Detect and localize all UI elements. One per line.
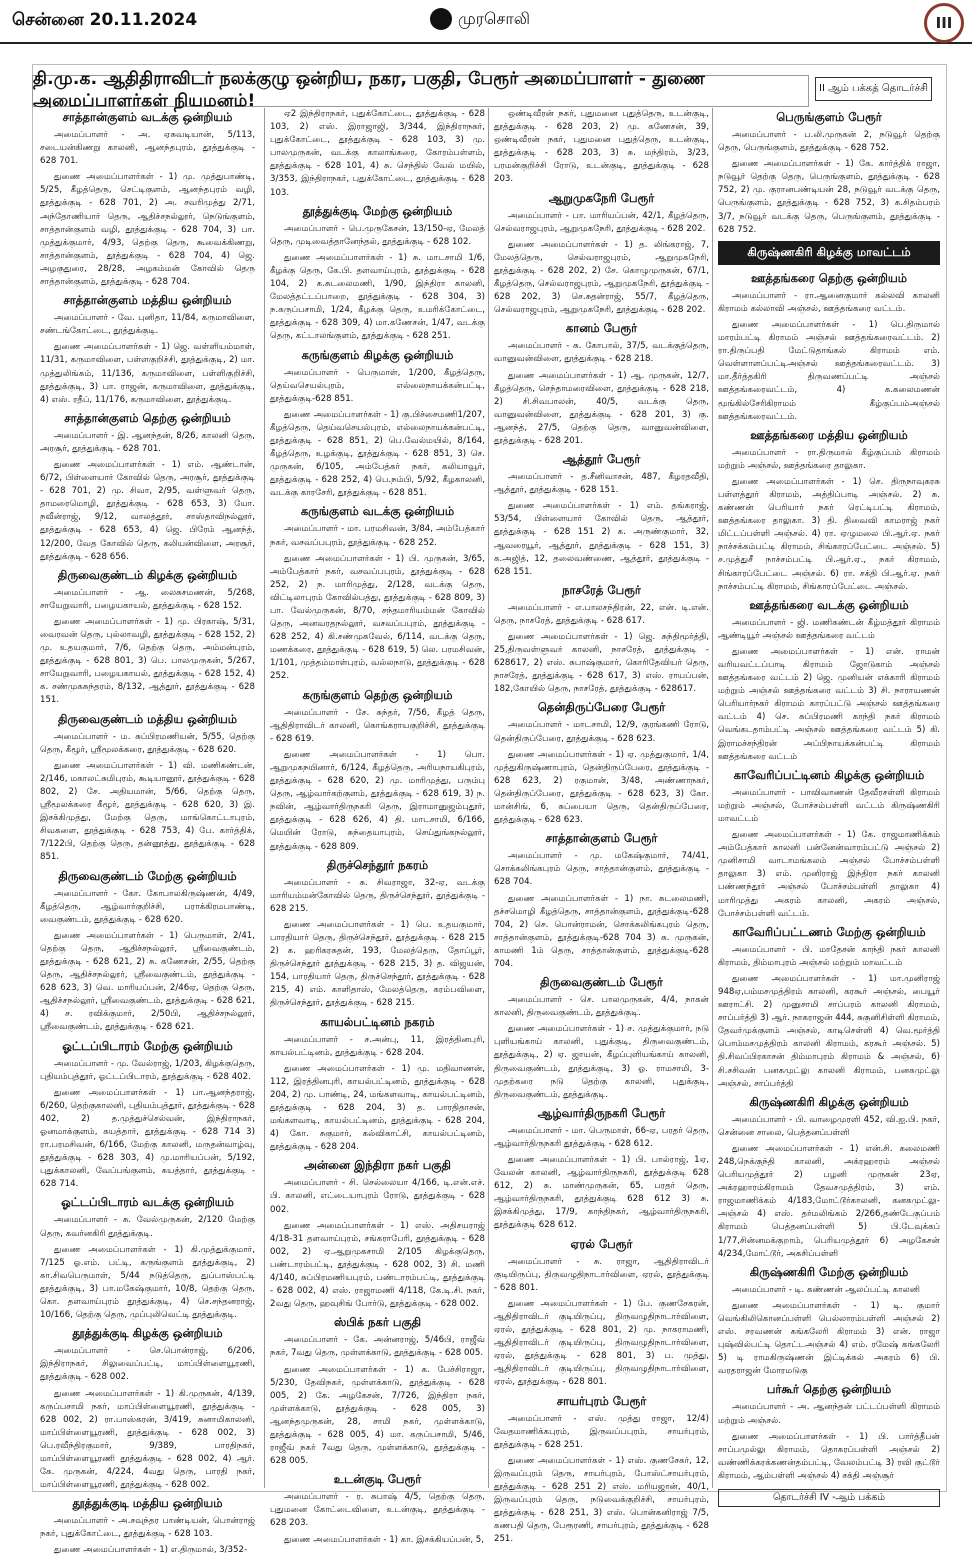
issue-date: சென்னை 20.11.2024: [12, 10, 198, 30]
deputies-text: துணை அமைப்பாளர்கள் - 1) நா. சுடலைமணி, தச்சமொழி கீழத்தெரு, சாத்தான்குளம், தூத்துக்குடி-628 704, 2) செ. பொன்ராமன், சொக்கலிங்கபுரம் தெரு, சாத்தான்குளம், தூத்துக்குடி-628 704 3) சு. முருகன், காமணி 1ம் தெரு, சாத்தான்குளம், தூத்துக்குடி-628 704.: [494, 893, 709, 969]
deputies-text: துணை அமைப்பாளர்கள் - 1) கி.முருகன், 4/139, கருப்பசாமி நகர், மாப்பிள்ளையூரணி, தூத்துக்குடி - 628 002, 2) ரா.பாஸ்கரன், 3/419, சுனாமிகாலனி, மாப்பிள்ளையூரணி, தூத்துக்குடி - 628 002, 3) பெ.ரவீந்திரகுமார், 9/389, பாரதிநகர், மாப்பிள்ளையூரணி தூத்துக்குடி - 628 002, 4) ஆர். கே. முருகன், 4/224, 4வது தெரு, பாரதி நகர், மாப்பிள்ளையூரணி, தூத்துக்குடி - 628 002.: [40, 1388, 255, 1491]
deputies-text: துணை அமைப்பாளர்கள் - 1) மு. பிரகாஷ், 5/31, வைரவன் தெரு, புல்லாவழி, தூத்துக்குடி - 628 152, 2) மு. உதயகுமார், 7/6, தெற்கு தெரு, அம்மன்புரம், தூத்துக்குடி - 628 801, 3) பெ. பாலமுருகன், 5/267, சாயேறுவாரி, பழையகாயல், தூத்துக்குடி - 628 152, 4) க. சண்முகசுந்தரம், 8/132, ஆத்தூர், தூத்துக்குடி - 628 151.: [40, 616, 255, 706]
organiser-text: அமைப்பாளர் - பெ.முருகேசன், 13/150-ஏ, மேலத் தெரு, முடிவைத்தானேந்தல், தூத்துக்குடி - 628 102.: [270, 223, 485, 247]
appointment-section: [494, 321, 709, 448]
section-heading: திருவைகுண்டம் மத்திய ஒன்றியம்: [58, 711, 237, 726]
section-heading: காயல்பட்டினம் நகரம்: [320, 1014, 435, 1029]
appointment-section: [40, 712, 255, 865]
deputies-text: துணை அமைப்பாளர்கள் - 1) வி. மணிகண்டன், 2/146, மகாலட்சுமிபுரம், கூடியானூர், தூத்துக்குடி - 628 802, 2) சே. அதியமான், 5/66, தெற்கு தெரு, ஸ்ரீமூலக்கரை கீழூர், தூத்துக்குடி - 628 620, 3) இ. இசக்கிமுத்து, மேற்கு தெரு, மாங்கொட்டாபுரம், சிவகளை, தூத்துக்குடி - 628 753, 4) பே. கார்த்திக், 7/122பி, தெற்கு தெரு, தன்னூத்து, தூத்துக்குடி - 628 851.: [40, 760, 255, 863]
appointment-section: [494, 975, 709, 1102]
appointment-section: [270, 204, 485, 344]
column-4-bottom: [718, 271, 940, 1483]
deputies-text: துணை அமைப்பாளர்கள் - 1) பி. பார்த்தீபன் சாப்பமுல்லு கிராமம், தொகரப்பள்ளி அஞ்சல் 2) வண்ணிக்கரக்கணன்தம்பட்டி, வேலம்பட்டி 3) ரவி குட்டூர் கிராமம், ஆம்பள்ளி அஞ்சல் 4) சக்தி அஞ்சூர்: [718, 1431, 940, 1481]
organiser-text: அமைப்பாளர் - மா. பரமசிவன், 3/84, அம்பேத்கார் நகர், வசவப்பபுரம், தூத்துக்குடி - 628 252.: [270, 524, 485, 548]
appointment-section: [494, 1237, 709, 1390]
section-heading: கிருஷ்ணகிரி மேற்கு ஒன்றியம்: [749, 1264, 909, 1279]
organiser-text: அமைப்பாளர் - சு. கோபால், 37/5, வடக்குத்தெரு, வானுவன்விளை, தூத்துக்குடி - 628 218.: [494, 341, 709, 365]
headline: தி.மு.க. ஆதிதிராவிடர் நலக்குழு ஒன்றிய, நகர, பகுதி, பேரூர் அமைப்பாளர் - துணை அமைப்பாளர்கள் நியமனம்!: [32, 75, 809, 107]
organiser-text: அமைப்பாளர் - பா. மாரியப்பன், 42/1, கீழத்தெரு, செல்வராஜபுரம், ஆறுமுகநேரி, தூத்துக்குடி - 628 202.: [494, 210, 709, 234]
section-heading: ஓட்டப்பிடாரம் மேற்கு ஒன்றியம்: [62, 1038, 233, 1053]
organiser-text: அமைப்பாளர் - பி. வாழைமுரளி 452, வி.ஐ.பி. நகர், சென்னை சாலை, பெத்தனப்பள்ளி: [718, 1114, 940, 1138]
appointment-section: [718, 768, 940, 921]
appointment-section: [270, 108, 485, 200]
organiser-text: அமைப்பாளர் - பாவிவாணன் தேவீரசள்ளி கிராமம் மற்றும் அஞ்சல், போச்சம்பள்ளி வட்டம் கிருஷ்ணகிரி மாவட்டம்: [718, 787, 940, 824]
column-4-top: [718, 110, 940, 237]
section-heading: சாத்தான்குளம் தெற்கு ஒன்றியம்: [64, 410, 231, 425]
deputies-text: துணை அமைப்பாளர்கள் - 1) பெ. உதயகுமார், பாரதியார் தெரு, திருச்செந்தூர், தூத்துக்குடி - 628 215 2) க. ஹரிகரசுதன், 193, மேலத்தெரு, தோப்பூர், திருச்செந்தூர் தூத்துக்குடி - 628 215, 3) த. விஜயன், 154, பாரதியார் தெரு, திருச்செந்தூர், தூத்துக்குடி - 628 215, 4) எம். காளிதாஸ், மேலத்தெரு, கரம்பவிளை, திருச்செந்தூர், தூத்துக்குடி - 628 215.: [270, 919, 485, 1009]
appointment-section: [494, 452, 709, 579]
organiser-text: அமைப்பாளர் - அ. ஆனந்தன் பட்டப்பள்ளி கிராமம் மற்றும் அஞ்சல்.: [718, 1402, 940, 1426]
section-heading: தூத்துக்குடி மத்திய ஒன்றியம்: [72, 1496, 223, 1511]
deputies-text: துணை அமைப்பாளர்கள் - 1) கே. ராஜமாணிக்கம் அம்பேத்கார் காலனி பன்னேன்வாரம்பட்டு அஞ்சல் 2) முனிசாமி வாடாமங்கலம் அஞ்சல் போச்சம்பள்ளி தாலுகா 3) எம். முனிராஜ் இந்திரா நகர் காலனி பண்ணந்தூர் அஞ்சல் போச்சம்பள்ளி தாலுகா 4) மாரிமுத்து அகரம் காலனி, அகரம் அஞ்சல், போச்சம்பள்ளி வட்டம்.: [718, 830, 940, 919]
column-2: [270, 108, 485, 1545]
appointment-section: [718, 1265, 940, 1379]
section-heading: கருங்குளம் தெற்கு ஒன்றியம்: [302, 687, 453, 702]
deputies-text: துணை அமைப்பாளர்கள் - 1) பெருமாள், 2/41, தெற்கு தெரு, ஆதிச்சநல்லூர், ஸ்ரீவைகுண்டம், தூத்துக்குடி - 628 621, 2) சு. கணேசன், 2/55, தெற்கு தெரு, ஆதிச்சநல்லூர், ஸ்ரீவைகுண்டம், தூத்துக்குடி - 628 623, 3) வெ. மாரியப்பன், 2/46ஏ, தெற்கு தெரு, ஆதிச்சநல்லூர், ஸ்ரீவைகுண்டம், தூத்துக்குடி - 628 621, 4) ச. ரவிக்குமார், 2/50பி, ஆதிச்சநல்லூர், ஸ்ரீவைகுண்டம், தூத்துக்குடி - 628 621.: [40, 930, 255, 1033]
deputies-text: துணை அமைப்பாளர்கள் - 1) கா. இசக்கியப்பன், 5,: [284, 1534, 485, 1545]
section-heading: ஓட்டப்பிடாரம் வடக்கு ஒன்றியம்: [61, 1195, 234, 1210]
deputies-text: துணை அமைப்பாளர்கள் - 1) பா.ஆனந்தராஜ், 6/260, தெற்குகாலனி, புதியம்புத்தூர், தூத்துக்குடி - 628 402, 2) த.முத்துச்செல்வன், இந்திராநகர், ஓனமாக்குளம், கயத்தார், தூத்துக்குடி - 628 714 3) ரா.பரமசிவன், 6/166, மேற்கு காலனி, மருதன்வாழ்வு, தூத்துக்குடி - 628 303, 4) மு.மாரியப்பன், 5/192, புதுக்காலனி, வேப்பங்குளம், கயத்தார், தூத்துக்குடி - 628 714.: [40, 1087, 255, 1190]
organiser-text: அமைப்பாளர் - ர. சுபாஷ் 4/5, தெற்கு தெரு, புதுமனை கோட்டைவிளை, உடன்குடி, தூத்துக்குடி - 628 203.: [270, 1492, 485, 1529]
section-heading: உடன்குடி பேரூர்: [333, 1472, 422, 1487]
section-heading: ஸ்பிக் நகர் பகுதி: [333, 1315, 422, 1330]
section-heading: ஏரல் பேரூர்: [570, 1236, 633, 1251]
deputies-text: துணை அமைப்பாளர்கள் - 1) என்.சி. கலைமணி 248,நெக்குந்தி காலனி, அக்ரஹாரம் அஞ்சல் பெரியமுத்தூர் 2) பழனி முருகன் 23ஏ, அக்ரஹாரம்கிராமம் தேவசமுத்திரம், 3) எம். ராஜமாணிக்கம் 4/183,மோட்டூர்காலனி, கனகமுட்லு-அஞ்சல் 4) எஸ். தர்மலிங்கம் 2/266,தண்டேகுப்பம் கிராமம் பெத்தனப்பள்ளி 5) பி.டேவுக்கப் 1/77,சின்னமக்குறாம், பெரியமுத்தூர் 6) அழகேசன் 4/234,மோட்டூர், அகசிப்பள்ளி: [718, 1143, 940, 1259]
section-heading: ஆத்தூர் பேரூர்: [562, 452, 641, 467]
party-emblem-icon: [430, 8, 452, 30]
section-heading: பெருங்குளம் பேரூர்: [776, 110, 882, 124]
deputies-text: துணை அமைப்பாளர்கள் - 1) பெ.திருமால் மாரம்பட்டி கிராமம் அஞ்சல் ஊத்தங்கரைவட்டம். 2) ரா.திருப்பதி மேட்டுதாங்கல் கிராமம் எம். வெள்ளாளப்பட்டிஅஞ்சல் ஊத்தங்கரைவட்டம். 3) மா.தீர்த்தகிரி திருவணப்பட்டி அஞ்சல் ஊத்தங்கரைவட்டம், 4) க.கலைமணன் மூங்கில்சேரிகிராமம் கீழ்குப்பம்அஞ்சல் ஊத்தங்கரைவட்டம்.: [718, 319, 940, 422]
organiser-text: அமைப்பாளர் - பெருமாள், 1/200, கீழத்தெரு, தெய்வசெயல்புரம், எல்லைநாயக்கன்பட்டி, தூத்துக்குடி-628 851.: [270, 367, 485, 404]
organiser-text: அமைப்பாளர் - ம. சுப்பிரமணியன், 5/55, தெற்கு தெரு, கீழூர், ஸ்ரீமூலக்கரை, தூத்துக்குடி - 628 620.: [40, 731, 255, 755]
section-heading: சாயர்புரம் பேரூர்: [556, 1393, 647, 1408]
deputies-text: துணை அமைப்பாளர்கள் - 1) சு. மாடசாமி 1/6, கீழக்கு தெரு, கே.பி. தளவாய்புரம், தூத்துக்குடி - 628 104, 2) க.சுடலைமணி, 1/90, இந்திரா காலனி, மேலத்தட்டப்பாறை, தூத்துக்குடி - 628 304, 3) ந.கருப்பசாமி, 1/24, கீழக்கு தெரு, உமரிக்கோட்டை, தூத்துக்குடி - 628 309, 4) மா.கணேசன், 1/47, வடக்கு தெரு, கட்டாலங்குளம், தூத்துக்குடி - 628 251.: [270, 252, 485, 342]
deputies-text: துணை அமைப்பாளர்கள் - 1) பி. பால்ராஜ், 1ஏ, வேலன் காலனி, ஆழ்வார்திருநகரி, தூத்துக்குடி 628 612, 2) சு. மாண்முருகன், 65, பரதர் தெரு, ஆழ்வார்திருநகரி, தூத்துக்குடி 628 612 3) சு. இசக்கிமுத்து, 17/9, காந்திநகர், ஆழ்வார்திருநகரி, தூத்துக்குடி 628 612.: [494, 1155, 709, 1231]
organiser-text: அமைப்பாளர் - எ.பாலசந்திரன், 22, என். டி.என். தெரு, நாசரேத், தூத்துக்குடி - 628 617.: [494, 602, 709, 626]
section-heading: ஊத்தங்கரை வடக்கு ஒன்றியம்: [749, 597, 909, 612]
organiser-text: அமைப்பாளர் - மா. பெருமாள், 66-ஏ, பரதர் தெரு, ஆழ்வார்திருநகரி தூத்துக்குடி - 628 612.: [494, 1125, 709, 1149]
deputies-text: துணை அமைப்பாளர்கள் - 1) எம். ஆண்டான், 6/72, பிள்ளையார் கோவில் தெரு, அரசூர், தூத்துக்குடி - 628 701, 2) மு. சிவா, 2/95, வள்ளுவர் தெரு, தாமரைமொழி, தூத்துக்குடி - 628 653, 3) யோ. நவீன்ராஜ், 9/12, வாலத்தூர், சாஸ்தாவிநல்லூர், தூத்துக்குடி - 628 653, 4) ஜெ. பிரேம் ஆனந்த், 12/200, வேத கோவில் தெரு, கலியன்விளை, அரசூர், தூத்துக்குடி - 628 656.: [40, 459, 255, 562]
deputies-text: துணை அமைப்பாளர்கள் - 1) டி. குமார் வெங்கிலிகொனப்பள்ளி பெல்லாரம்பள்ளி அஞ்சல் 2) எஸ். சரவணன் கங்கலேரி கிராமம் 3) என். ராஜா புஷ்வில்பட்டி தொட்டஅஞ்சல் 4) எம். ரமேஷ் கங்கலேரி 5) டி ராமகிருஷ்ணன் இட்டிக்கல் அகரம் 6) பி. வரதராஜன் மோரமடுகு: [718, 1300, 940, 1377]
appointment-section: [270, 1015, 485, 1155]
organiser-text: அமைப்பாளர் - கோ. கோபாலகிருஷ்ணன், 4/49, கீழத்தெரு, ஆழ்வார்குறிச்சி, பராக்கிரமபாண்டி, வைகுண்டம், தூத்துக்குடி - 628 620.: [40, 888, 255, 925]
organiser-text: அமைப்பாளர் - ஆ. லைசுசமணன், 5/268, சாயேறுவாரி, பழையகாயல், தூத்துக்குடி - 628 152.: [40, 587, 255, 611]
appointment-section: [40, 1195, 255, 1322]
appointment-section: [718, 925, 940, 1091]
section-heading: கருங்குளம் வடக்கு ஒன்றியம்: [300, 504, 455, 519]
organiser-text: அமைப்பாளர் - சி. செல்லையா 4/166, டி.என்.எச். பி. காலனி, எட்டையாபுரம் ரோடு, தூத்துக்குடி - 628 002.: [270, 1178, 485, 1215]
deputies-text: துணை அமைப்பாளர்கள் - 1) மா.முனிராஜ் 948ஏ,பம்மசமுத்திரம் காலனி, கரகூர் அஞ்சல், பையூர் ஊராட்சி. 2) முனுசாமி சாப்பரம் காலனி கிராமம், சாப்பர்த்தி 3) ஆர். நாகராஜன் 444, சுகுனிசிள்ளி கிராமம், தேவர்முக்குளம் அஞ்சல், காடிசெள்ளி 4) வெ.மூர்த்தி பொம்மசமுத்திரம் காலனி கிராமம், கரகூர் அஞ்சல். 5) தி.சிவப்பிரகாசன் திம்மாபுரம் கிராமம் & அஞ்சல், 6) சி.சசிவன் பனகமுட்லு காலனி கிராமம், பனகமுட்லு அஞ்சல், சாப்பர்த்தி: [718, 973, 940, 1089]
section-heading: சாத்தான்குளம் பேரூர்: [545, 831, 658, 846]
deputies-text: துணை அமைப்பாளர்கள் - 1) கு.பிச்சைமணி1/207, கீழத்தெரு, தெய்வசெயல்புரம், எல்லைநாயக்கன்பட்டி, தூத்துக்குடி - 628 851, 2) பெ.வேல்மயில், 8/164, கீழத்தெரு, உழக்குடி, தூத்துக்குடி - 628 851, 3) செ. முருகன், 6/105, அம்பேத்கர் நகர், கலியாவூர், தூத்துக்குடி - 628 252, 4) பெ.நம்பி, 5/92, கீழகாலனி, வடக்கு காரசேரி, தூத்துக்குடி - 628 851.: [270, 409, 485, 499]
appointment-section: [40, 293, 255, 407]
deputies-text: துணை அமைப்பாளர்கள் - 1) செ. திருநாவுகரசு பள்ளத்தூர் கிராமம், அத்திப்பாடி அஞ்சல். 2) சு. கண்ணன் பெரியார் நகர் ரெட்டிபட்டி கிராமம், ஊத்தங்கரை தாலுகா. 3) தி. திவைவி காமராஜ் நகர் மிட்டப்பள்ளி அஞ்சல். 4) ரா. ஏழுமலை பி.ஆர்.ஏ. நகர் நாச்சக்கம்பட்டி கிராமம், சிங்காரப்பேட்டை அஞ்சல். 5) ச.முத்துசீ நாச்சம்பட்டி பி.ஆர்.ஏ., நகர் கிராமம், சிங்காரப்பேட்டை அஞ்சல். 6) ரா. சக்தி பி.ஆர்.ஏ. நகர் நாச்சம்பட்டி கிராமம், சிங்காரப்பேட்டை அஞ்சல்.: [718, 476, 940, 592]
deputies-text: துணை அமைப்பாளர்கள் - 1) ஜெ. சுந்திமூர்த்தி, 25,திருவள்ளுவர் காலனி, நாசரேத், தூத்துக்குடி - 628617, 2) எஸ். சுபாஷ்குமார், கொரிதேவியர் தெரு, நாசரேத், தூத்துக்குடி - 628 617, 3) எஸ். ராயப்பன், 182,கோயில் தெரு, நாசரேத், தூத்துக்குடி - 628617.: [494, 632, 709, 695]
deputies-text: துணை அமைப்பாளர்கள் - 1) ஏ. முத்துகுமார், 1/4, முத்துகிருஷ்ணாபுரம், தென்திருப்பேரை, தூத்துக்குடி - 628 623, 2) ரகுமான், 3/48, அண்ணாநகர், தென்திருப்பேரை, தூத்துக்குடி - 628 623, 3) கோ. மான்சிங், 6, சுப்பையா தெரு, தென்திருப்பேரை, தூத்துக்குடி - 628 623.: [494, 749, 709, 826]
organiser-text: அமைப்பாளர் - த.சீனிவாசன், 487, கீழரதவீதி, ஆத்தூர், தூத்துக்குடி - 628 151.: [494, 472, 709, 496]
column-4: [718, 108, 940, 1503]
organiser-text: அமைப்பாளர் - எஸ். முத்து ராஜா, 12/4) வேதமாணிக்கபுரம், இருவப்பபுரம், சாயர்புரம், தூத்துக்குடி - 628 251.: [494, 1413, 709, 1450]
organiser-text: அமைப்பாளர் - சே. சுந்தர், 7/56, கீழத் தெரு, ஆதிதிராவிடர் காலனி, கொங்கராயகுறிச்சி, தூத்துக்குடி - 628 619.: [270, 707, 485, 744]
section-heading: திருவைகுண்டம் கிழக்கு ஒன்றியம்: [57, 567, 238, 582]
organiser-text: அமைப்பாளர் - ரா.ஆனைகுமார் கல்லவி காலனி கிராமம் கல்லாவி அஞ்சல், ஊத்தங்கரை வட்டம்.: [718, 290, 940, 314]
appointment-section: [270, 1158, 485, 1311]
section-heading: காவேரிப்பட்டினம் கிழக்கு ஒன்றியம்: [733, 767, 925, 782]
appointment-section: [40, 411, 255, 564]
section-heading: சாத்தான்குளம் வடக்கு ஒன்றியம்: [62, 110, 233, 124]
column-divider: [488, 108, 489, 1488]
continued-from-note: II ஆம் பக்கத் தொடர்ச்சி: [815, 77, 932, 101]
organiser-text: ஒண்டிவீரன் நகர், புதுமனை புதுத்தெரு, உடன்குடி, தூத்துக்குடி - 628 203, 2) மு. கணேசன், 39, ஒண்டிவீரன் நகர், புதுமனை புதுத்தெரு, உடன்குடி, தூத்துக்குடி - 628 203, 3) சு. மந்திரம், 3/23, பரமன்குறிச்சி ரோடு, உடன்குடி, தூத்துக்குடி - 628 203.: [494, 109, 709, 185]
appointment-section: [270, 504, 485, 683]
section-heading: தூத்துக்குடி கிழக்கு ஒன்றியம்: [72, 1326, 223, 1341]
section-heading: கானம் பேரூர்: [565, 321, 638, 336]
section-heading: கிருஷ்ணகிரி கிழக்கு ஒன்றியம்: [749, 1094, 909, 1109]
organiser-text: ஏ2 இந்திராநகர், புதுக்கோட்டை, தூத்துக்குடி - 628 103, 2) எஸ். இராஜாஜி, 3/344, இந்திராநகர், புதுக்கோட்டை, தூத்துக்குடி - 628 103, 3) மு. பாலமுருகன், வடக்கு காலாங்கரை, கோரம்பள்ளம், தூத்துக்குடி - 628 101, 4) சு. செந்தில் வேல் மயில், 3/353, இந்திராநகர், புதுக்கோட்டை, தூத்துக்குடி - 628 103.: [270, 109, 485, 198]
appointment-section: [40, 1496, 255, 1557]
deputies-text: துணை அமைப்பாளர்கள் - 1) கே. கார்த்திக் ராஜா, நடுவூர் தெற்கு தெரு, பெருங்குளம், தூத்துக்குடி - 628 752, 2) மு. குரானபண்டியன் 28, நடுவூர் வடக்கு தெரு, பெருங்குளம், தூத்துக்குடி - 628 752, 3) க.சிதம்பரம் 3/7, நடுவூர் வடக்கு தெரு, பெருங்குளம், தூத்துக்குடி - 628 752.: [718, 159, 940, 235]
appointment-section: [270, 348, 485, 501]
appointment-section: [494, 1394, 709, 1547]
deputies-text: துணை அமைப்பாளர்கள் - 1) கி.முத்துக்குமார், 7/125 ஓ.எம். பட்டி, கருங்குளம் தூத்துக்குடி, 2) கா.சிவபெருமாள், 5/44 நடுத்தெரு, துப்பாஸ்பட்டி தூத்துக்குடி, 3) பா.மகேஷ்குமார், 10/8, தெற்கு தெரு, கொ. தளவாய்புரம் தூத்துக்குடி, 4) செ.சந்தனராஜ், 10/166, தெற்கு தெரு, முப்புலிவெட்டி தூத்துக்குடி.: [40, 1244, 255, 1321]
appointment-section: [718, 428, 940, 594]
organiser-text: அமைப்பாளர் - சு. ராஜா, ஆதிதிராவிடர் குடியிருப்பு, திருவழுதிநாடார்விளை, ஏரல், தூத்துக்குடி - 628 801.: [494, 1256, 709, 1293]
deputies-text: துணை அமைப்பாளர்கள் - 1) க. பேச்சிராஜா, 5/230, தேவிநகர், முள்ளக்காடு, தூத்துக்குடி - 628 005, 2) கே. அழகேசன், 7/726, இந்திரா நகர், முள்ளக்காடு, தூத்துக்குடி - 628 005, 3) ஆனந்தமுருகன், 28, சாமி நகர், முள்ளக்காடு, தூத்துக்குடி - 628 005, 4) மா. கருப்பசாமி, 5/46, ராஜீவ் நகர் 7வது தெரு, முள்ளக்காடு, தூத்துக்குடி - 628 005.: [270, 1364, 485, 1467]
organiser-text: அமைப்பாளர் - ரா.திருமால் கீழ்குப்பம் கிராமம் மற்றும் அஞ்சல், ஊத்தங்கரை தாலுகா.: [718, 447, 940, 471]
organiser-text: அமைப்பாளர் - சு. வேல்முருகன், 2/120 மேற்கு தெரு, கவர்னகிரி தூத்துக்குடி.: [40, 1215, 255, 1239]
appointment-section: [270, 1315, 485, 1468]
organiser-text: அமைப்பாளர் - ஜி. மணிகண்டன் கீழ்மத்தூர் கிராமம் ஆண்டியூர் அஞ்சல் ஊத்தங்கரை வட்டம்: [718, 617, 940, 641]
deputies-text: துணை அமைப்பாளர்கள் - 1) மு. முத்துபாண்டி, 5/25, கீழத்தெரு, செட்டிகுளம், ஆனந்தபுரம் வழி, தூத்துக்குடி - 628 701, 2) அ. சவரிமுத்து 2/71, அந்தோணியார் தெரு, ஆதிச்சநல்லூர், நெடுங்குளம், சாத்தான்குளம் வழி, தூத்துக்குடி - 628 704, 3) பா. முத்துக்குமார், 4/93, தெற்கு தெரு, கூவைக்கிணறு, சாத்தான்குளம், தூத்துக்குடி - 628 704, 4) ஜெ. அழகுதுரை, 28/28, அழகம்மன் கோவில் தெரு சாத்தான்குளம், தூத்துக்குடி - 628 704.: [40, 172, 255, 288]
deputies-text: துணை அமைப்பாளர்கள் - 1) ச. முத்துக்குமார், நடு புளியங்காய் காலனி, புதுக்குடி, திருவைகுண்டம், தூத்துக்குடி, 2) ஏ. ஜாயன், கீழப்புளியங்காய் காலனி, திருவைகுண்டம், தூத்துக்குடி, 3) ஓ. ராமசாமி, 3-முதற்கரை நடு தெற்கு காலனி, புதுக்குடி, திருவைகுண்டம், தூத்துக்குடி.: [494, 1024, 709, 1100]
district-banner: கிருஷ்ணகிரி கிழக்கு மாவட்டம்: [718, 241, 940, 265]
deputies-text: துணை அமைப்பாளர்கள் - 1) ஜெ. வள்ளியம்மாள், 11/31, கருமாவிளை, பள்ளகுறிச்சி, தூத்துக்குடி, 2) மா. முத்துலிங்கம், 11/136, கருமாவிளை, பள்ளிகுறிச்சி, தூத்துக்குடி, 3) பா. ராஜன், கருமாவிளை, தூத்துக்குடி, 4) எஸ். ரதீப், 11/176, கருமாவிளை, தூத்துக்குடி.: [40, 342, 255, 405]
appointment-section: [494, 1106, 709, 1233]
organiser-text: அமைப்பாளர் - செ.பொன்ராஜ், 6/206, இந்திராநகர், சிலுவைப்பட்டி, மாப்பிள்ளையூரணி, தூத்துக்குடி - 628 002.: [40, 1346, 255, 1383]
section-heading: கருங்குளம் கிழக்கு ஒன்றியம்: [301, 347, 454, 362]
deputies-text: துணை அமைப்பாளர்கள் - 1) பொ. ஆறுமுகநயினார், 6/124, கீழத்தெரு, அரியநாயகிபுரம், தூத்துக்குடி - 628 620, 2) மு. மாரிமுத்து, பரும்பு தெரு, ஆழ்வார்கற்குளம், தூத்துக்குடி - 628 619, 3) ந. நவின், ஆழ்வார்திருநகரி தெரு, இராமானுஜம்புதூர், தூத்துக்குடி - 628 626, 4) தி. மாடசாமி, 6/166, மெயின் ரோடு, சுந்தையாபுரம், செய்துங்கநல்லூர், தூத்துக்குடி - 628 809.: [270, 749, 485, 852]
deputies-text: துணை அமைப்பாளர்கள் - 1) பி. முருகன், 3/65, அம்பேத்கார் நகர், வசவப்பபுரம், தூத்துக்குடி - 628 252, 2) ந. மாரிமுத்து, 2/128, வடக்கு தெரு, விட்டிலாபுரம் கோவில்பத்து, தூத்துக்குடி - 628 809, 3) பா. வேல்முருகன், 8/70, சந்தமாரியம்மன் கோவில் தெரு, அனவரதநல்லூர், வசவப்பபுரம், தூத்துக்குடி - 628 252, 4) கி.சண்முகவேல், 6/114, வடக்கு தெரு, மணக்கரை, தூத்துக்குடி - 628 619, 5) லெ. பரமசிவன், 1/101, முத்தம்மாள்புரம், வல்லநாடு, தூத்துக்குடி - 628 252.: [270, 553, 485, 682]
appointment-section: [718, 110, 940, 237]
organiser-text: அமைப்பாளர் - செ. பாலமுருகன், 4/4, நாகன் காலனி, திருவைகுண்டம், தூத்துக்குடி.: [494, 995, 709, 1019]
appointment-section: [40, 869, 255, 1035]
continued-to-note: தொடர்ச்சி IV -ஆம் பக்கம்: [718, 1489, 940, 1507]
appointment-section: [494, 583, 709, 697]
appointment-section: [270, 858, 485, 1011]
section-heading: பர்கூர் தெற்கு ஒன்றியம்: [766, 1382, 892, 1397]
deputies-text: துணை அமைப்பாளர்கள் - 1) எம். தங்கராஜ், 53/54, பிள்ளையார் கோவில் தெரு, ஆத்தூர், தூத்துக்குடி - 628 151 2) க. அருண்குமார், 32, ஆவரையூர், ஆத்தூர், தூத்துக்குடி - 628 151, 3) க.அஜித், 12, தலைவண்ணை, ஆத்தூர், தூத்துக்குடி - 628 151.: [494, 501, 709, 577]
deputies-text: துணை அமைப்பாளர்கள் - 1) ஆ. முருகன், 12/7, கீழத்தெரு, செந்தாமரைவிளை, தூத்துக்குடி - 628 218, 2) சி.சிவபாலன், 40/5, வடக்கு தெரு, வானுவன்விளை, தூத்துக்குடி - 628 201, 3) கு. ஆனந்த், 27/5, தெற்கு தெரு, வானுவன்விளை, தூத்துக்குடி - 628 201.: [494, 370, 709, 446]
appointment-section: [494, 191, 709, 318]
section-heading: தென்திருப்பேரை பேரூர்: [537, 700, 666, 715]
appointment-section: [270, 1472, 485, 1546]
paper-title: [430, 8, 530, 30]
organiser-text: அமைப்பாளர் - கே. அன்னராஜ், 5/46பி, ராஜீவ் நகர், 7வது தெரு, முள்ளக்காடு, தூத்துக்குடி - 628 005.: [270, 1335, 485, 1359]
organiser-text: அமைப்பாளர் - பி. மாதேசன் காந்தி நகர் காலனி கிராமம், திம்மாபுரம் அஞ்சல் மற்றும் மாவட்டம்: [718, 944, 940, 968]
section-heading: திருச்செந்தூர் நகரம்: [326, 857, 429, 872]
column-divider: [264, 108, 265, 1488]
section-heading: ஆறுமுகநேரி பேரூர்: [548, 190, 655, 205]
organiser-text: அமைப்பாளர் - சு. சிவராஜா, 32-ஏ, வடக்கு மாரியம்மன்கோவில் தெரு, திருச்செந்தூர், தூத்துக்குடி - 628 215.: [270, 877, 485, 914]
section-heading: அன்னை இந்திரா நகர் பகுதி: [304, 1158, 451, 1173]
appointment-section: [40, 1039, 255, 1192]
organiser-text: அமைப்பாளர் - அ. ஏசுவடியான், 5/113, சடையன்கிணறு காலனி, ஆனந்தபுரம், தூத்துக்குடி - 628 701.: [40, 130, 255, 167]
section-heading: ஆழ்வார்திருநகரி பேரூர்: [537, 1105, 666, 1120]
appointment-section: [494, 108, 709, 187]
section-heading: நாசரேத் பேரூர்: [562, 582, 641, 597]
section-heading: தூத்துக்குடி மேற்கு ஒன்றியம்: [302, 203, 453, 218]
masthead: [0, 0, 972, 44]
paper-name: முரசொலி: [458, 8, 530, 28]
deputies-text: துணை அமைப்பாளர்கள் - 1) எஸ். குணசேகர், 12, இருவப்புரம் தெரு, சாயர்புரம், போஸ்ட்சாயர்புரம், தூத்துக்குடி - 628 251 2) எஸ். மரியஜான், 40/1, இருவப்புரம் தெரு, நடுவைக்குறிச்சி, சாயர்புரம், தூத்துக்குடி - 628 251, 3) எஸ். பொன்கனிராஜ் 7/5, கணபதி தெரு, பேரூரணி, சாயர்புரம், தூத்துக்குடி - 628 251.: [494, 1455, 709, 1545]
section-heading: சாத்தான்குளம் மத்திய ஒன்றியம்: [63, 293, 232, 308]
appointment-section: [40, 1326, 255, 1492]
appointment-section: [40, 568, 255, 708]
deputies-text: துணை அமைப்பாளர்கள் - 1) த. லிங்கராஜ், 7, மேலத்தெரு, செல்வராஜபுரம், ஆறுமுகநேரி, தூத்துக்குடி - 628 202, 2) சே. கொழுமுருகன், 67/1, கீழத்தெரு, செல்வராஜபுரம், ஆறுமுகநேரி, தூத்துக்குடி - 628 202, 3) செ.சுதன்ராஜ், 55/7, கீழத்தெரு, செல்வராஜபுரம், ஆறுமுகநேரி, தூத்துக்குடி - 628 202.: [494, 239, 709, 316]
appointment-section: [494, 700, 709, 827]
section-heading: திருவைகுண்டம் மேற்கு ஒன்றியம்: [58, 868, 237, 883]
organiser-text: அமைப்பாளர் - ப.லி.முருகன் 2, நடுவூர் தெற்கு தெரு, பெருங்குளம், தூத்துக்குடி - 628 752.: [718, 130, 940, 154]
appointment-section: [718, 271, 940, 424]
deputies-text: துணை அமைப்பாளர்கள் - 1) எ.திருமால், 3/352-: [54, 1545, 248, 1556]
appointment-section: [494, 831, 709, 971]
column-3: [494, 108, 709, 1545]
appointment-section: [270, 688, 485, 854]
section-heading: ஊத்தங்கரை தெற்கு ஒன்றியம்: [751, 270, 907, 285]
appointment-section: [718, 1095, 940, 1261]
deputies-text: துணை அமைப்பாளர்கள் - 1) என். ராமன் வரியவட்டப்பாடி கிராமம் ஜோடுகாம் அஞ்சல் ஊத்தங்கரை வட்டம் 2) ஜெ. முனியன் எக்காரி கிராமம் மற்றும் அஞ்சல் ஊத்தங்கரை வட்டம் 3) சி. நாராயணன் பெரியார்நகர் கிராமம் காரப்பட்டு அஞ்சல் ஊத்தங்கரை வட்டம் 4) செ. சுப்பிரமணி காந்தி நகர் கிராமம் வெங்கடதாம்பட்டி அஞ்சல் ஊத்தங்கரை வட்டம் 5) கி. இராமச்சந்திரன் அப்பிநாயக்கன்பட்டி கிராமம் ஊத்தங்கரை வட்டம்: [718, 646, 940, 762]
page-number: III: [924, 3, 964, 43]
column-divider: [712, 108, 713, 1488]
organiser-text: அமைப்பாளர் - வே. புனிதா, 11/84, கருமாவிளை, சண்டங்கோட்டை, தூத்துக்குடி.: [40, 313, 255, 337]
deputies-text: துணை அமைப்பாளர்கள் - 1) எஸ். அதிசயராஜ் 4/18-31 தளவாய்புரம், சங்கராபேரி, தூத்துக்குடி - 628 002, 2) ஏ.ஆறுமுகசாமி 2/105 கிழக்குதெரு, பண்டாரம்பட்டி, தூத்துக்குடி - 628 002, 3) சி. மணி 4/140, சுப்பிரமணியபுரம், பண்டாரம்பட்டி, தூத்துக்குடி - 628 002, 4) எஸ். ராஜாமணி 4/118, கே.டி.சி. நகர், 2வது தெரு, ஹவுசிங் போர்டு, தூத்துக்குடி - 628 002.: [270, 1220, 485, 1310]
section-heading: திருவைகுண்டம் பேரூர்: [540, 975, 663, 990]
column-1: [40, 108, 255, 1556]
deputies-text: துணை அமைப்பாளர்கள் - 1) பே. குணசேகரன், ஆதிதிராவிடர் குடியிருப்பு, திருவழுதிநாடார்விளை, ஏரல், தூத்துக்குடி - 628 801, 2) மு. நாகராமணி, ஆதிதிராவிடர் குடியிருப்பு, திருவழுதிநாடார்விளை, ஏரல், தூத்துக்குடி - 628 801, 3) ப. முத்து, ஆதிதிராவிடர் குடியிருப்பு, திருவழுதிநாடார்விளை, ஏரல், தூத்துக்குடி - 628 801.: [494, 1298, 709, 1388]
deputies-text: துணை அமைப்பாளர்கள் - 1) மு. மதிவாணன், 112, இரத்தினபுரி, காயல்பட்டினம், தூத்துக்குடி - 628 204, 2) மு. பாண்டி, 24, மங்களவாடி, காயல்பட்டினம், தூத்துக்குடி - 628 204, 3) த. பாரதிதாசன், மங்களவாடி, காயல்பட்டினம், தூத்துக்குடி - 628 204, 4) கோ. சுகுமார், கல்விகாட்சி, காயல்பட்டினம், தூத்துக்குடி - 628 204.: [270, 1063, 485, 1153]
organiser-text: அமைப்பாளர் - இ. ஆனந்தன், 8/26, காலனி தெரு, அரசூர், தூத்துக்குடி - 628 701.: [40, 430, 255, 454]
organiser-text: அமைப்பாளர் - ச.அன்பு, 11, இரத்தினபுரி, காயல்பட்டினம், தூத்துக்குடி - 628 204.: [270, 1034, 485, 1058]
organiser-text: அமைப்பாளர் - மு. வேல்ராஜ், 1/203, கிழக்குதெரு, புதியம்புத்தூர், ஓட்டப்பிடாரம், தூத்துக்குடி - 628 402.: [40, 1058, 255, 1082]
organiser-text: அமைப்பாளர் - டி. கண்ணன் ஆலப்பட்டி காலனி: [732, 1284, 921, 1295]
appointment-section: [718, 1382, 940, 1483]
appointment-section: [40, 110, 255, 289]
organiser-text: அமைப்பாளர் - மாடசாமி, 12/9, குரங்கணி ரோடு, தென்திருப்பேரை, தூத்துக்குடி - 628 623.: [494, 720, 709, 744]
section-heading: ஊத்தங்கரை மத்திய ஒன்றியம்: [750, 427, 908, 442]
section-heading: காவேரிப்பட்டணம் மேற்கு ஒன்றியம்: [732, 924, 926, 939]
appointment-section: [718, 598, 940, 764]
organiser-text: அமைப்பாளர் - அ.சவுந்தர பாண்டியன், பொன்ராஜ் நகர், புதுக்கோட்டை, தூத்துக்குடி - 628 103.: [40, 1516, 255, 1540]
organiser-text: அமைப்பாளர் - மு. மகேஷ்குமார், 74/41, சொக்கலிங்கபுரம் தெரு, சாத்தான்குளம், தூத்துக்குடி - 628 704.: [494, 851, 709, 888]
